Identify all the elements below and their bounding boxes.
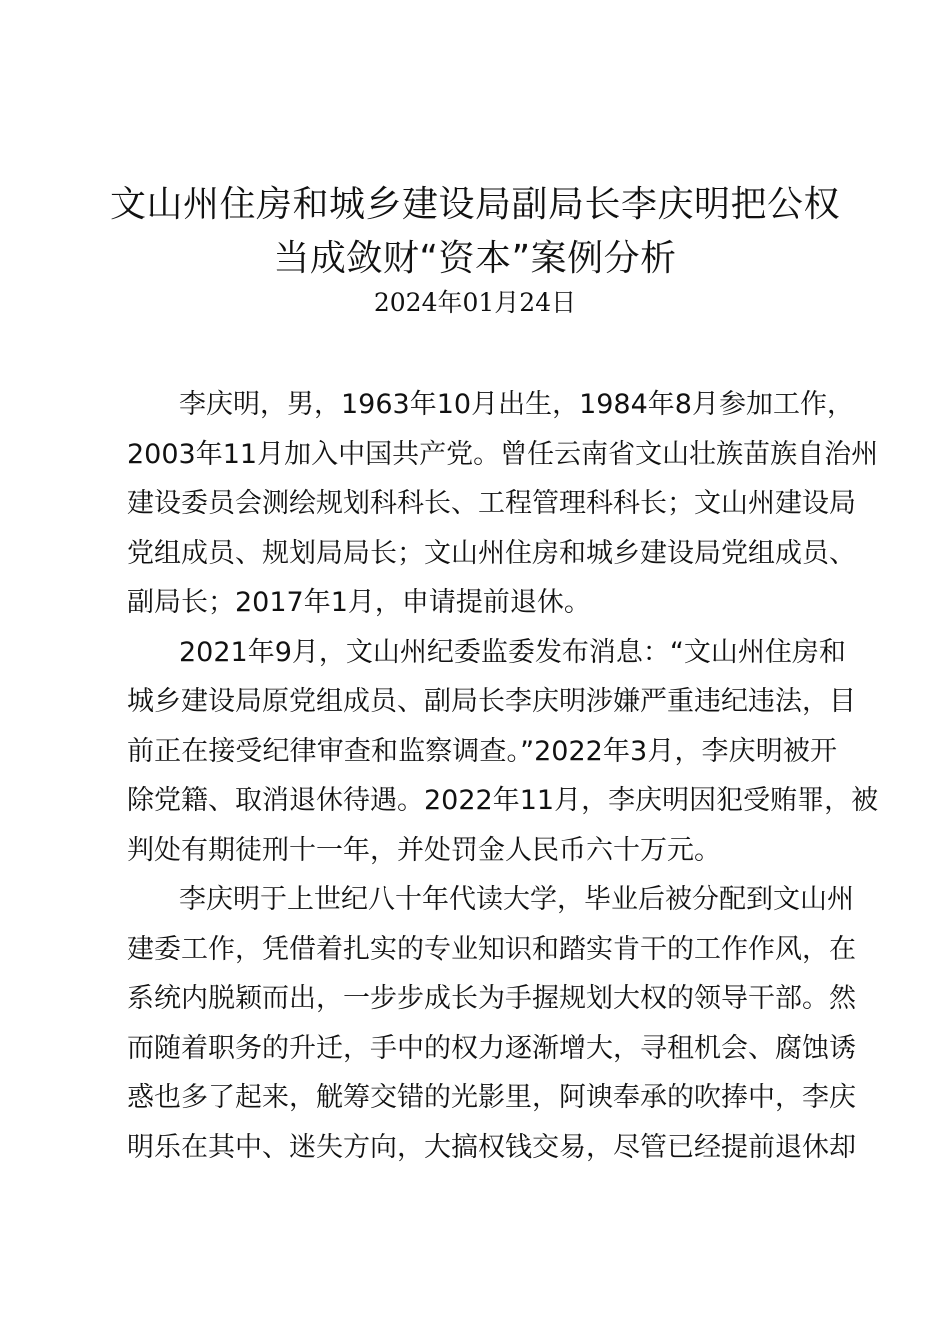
- text-line: 而随着职务的升迁，手中的权力逐渐增大，寻租机会、腐蚀诱: [127, 1032, 856, 1064]
- text-line: 2021年9月，文山州纪委监委发布消息：“文山州住房和: [179, 636, 846, 668]
- paragraph-3: [127, 875, 856, 1172]
- text-line: 2003年11月加入中国共产党。曾任云南省文山壮族苗族自治州: [127, 438, 879, 470]
- text-line: 党组成员、规划局局长；文山州住房和城乡建设局党组成员、: [127, 537, 856, 569]
- title-line-1: 文山州住房和城乡建设局副局长李庆明把公权: [109, 184, 840, 225]
- text-line: 城乡建设局原党组成员、副局长李庆明涉嫌严重违纪违法，目: [127, 686, 856, 717]
- publish-date: 2024年01月24日: [373, 288, 577, 317]
- text-line: 建委工作，凭借着扎实的专业知识和踏实肯干的工作作风，在: [127, 933, 856, 965]
- text-line: 副局长；2017年1月，申请提前退休。: [127, 587, 591, 618]
- document-title: [100, 178, 850, 286]
- article-body: [127, 380, 879, 1172]
- text-line: 惑也多了起来，觥筹交错的光影里，阿谀奉承的吹捧中，李庆: [127, 1082, 856, 1113]
- text-line: 李庆明于上世纪八十年代读大学，毕业后被分配到文山州: [179, 884, 854, 915]
- text-line: 李庆明，男，1963年10月出生，1984年8月参加工作，: [179, 389, 854, 420]
- text-line: 前正在接受纪律审查和监察调查。”2022年3月，李庆明被开: [127, 735, 837, 767]
- title-line-2: 当成敛财“资本”案例分析: [273, 238, 677, 279]
- text-line: 除党籍、取消退休待遇。2022年11月，李庆明因犯受贿罪，被: [127, 785, 879, 816]
- text-line: 明乐在其中、迷失方向，大搞权钱交易，尽管已经提前退休却: [127, 1131, 856, 1163]
- text-line: 建设委员会测绘规划科科长、工程管理科科长；文山州建设局: [127, 488, 856, 519]
- paragraph-2: [127, 628, 879, 876]
- paragraph-1: [127, 380, 879, 628]
- text-line: 系统内脱颖而出，一步步成长为手握规划大权的领导干部。然: [127, 983, 856, 1014]
- text-line: 判处有期徒刑十一年，并处罚金人民币六十万元。: [127, 834, 721, 866]
